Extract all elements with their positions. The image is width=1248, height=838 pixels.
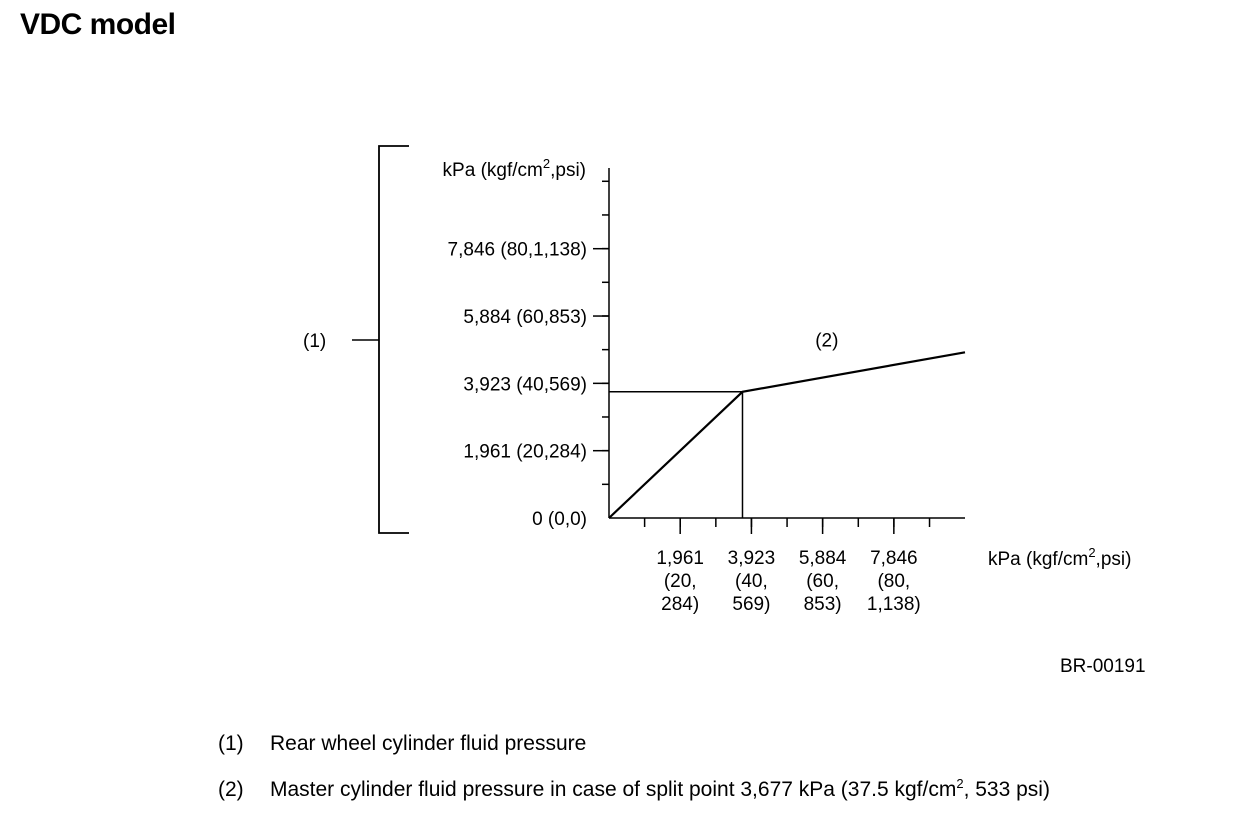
legend-text-tail: , 533 psi) [963,778,1050,801]
x-tick-label-line: 569) [732,594,771,615]
y-tick-label: 7,846 (80,1,138) [447,239,587,261]
x-tick-label [728,548,776,615]
x-tick-label-line: 1,138) [866,594,921,615]
legend-superscript: 2 [956,776,964,791]
page-title: VDC model [20,8,176,41]
legend-text: Rear wheel cylinder fluid pressure [270,732,587,755]
x-tick-label [656,548,704,615]
figure-id: BR-00191 [1060,656,1146,677]
legend-item-2 [218,770,1050,810]
y-tick-label: 1,961 (20,284) [463,441,587,463]
legend-number: (2) [218,778,244,801]
x-axis-title [988,545,1131,570]
x-tick-label-line: 3,923 [727,548,776,569]
x-tick-label-line: 5,884 [798,548,847,569]
legend-number: (1) [218,732,244,755]
curve-label: (2) [815,330,839,352]
x-tick-label [867,548,921,615]
x-tick-label-line: 7,846 [870,548,918,569]
legend-text: Master cylinder fluid pressure in case of split point 3,677 kPa (37.5 kgf/cm [270,778,957,801]
legend-item-1 [218,730,1050,770]
y-axis-title-superscript: 2 [542,156,551,171]
x-tick-label [799,548,847,615]
x-tick-label-line: (80, [877,571,911,592]
legend [218,730,1050,810]
x-tick-label-line: (20, [663,571,697,592]
x-tick-label-line: 284) [661,594,700,615]
x-tick-label-line: (60, [806,571,839,592]
y-axis-title-tail: ,psi) [550,160,586,181]
y-bracket [379,146,409,533]
x-tick-label-line: 853) [803,594,842,615]
x-axis-title-text: kPa (kgf/cm [988,549,1089,570]
y-tick-label: 0 (0,0) [532,509,587,530]
x-axis-title-tail: ,psi) [1095,549,1132,570]
x-tick-label-line: 1,961 [656,548,704,569]
x-axis-title-superscript: 2 [1088,545,1096,560]
pressure-curve [609,352,965,518]
y-bracket-label: (1) [303,331,327,352]
y-axis-title [443,156,586,181]
y-tick-label: 5,884 (60,853) [463,307,587,329]
y-tick-label: 3,923 (40,569) [463,374,587,396]
y-axis-title-text: kPa (kgf/cm [442,160,543,181]
x-tick-label-line: (40, [735,571,768,592]
